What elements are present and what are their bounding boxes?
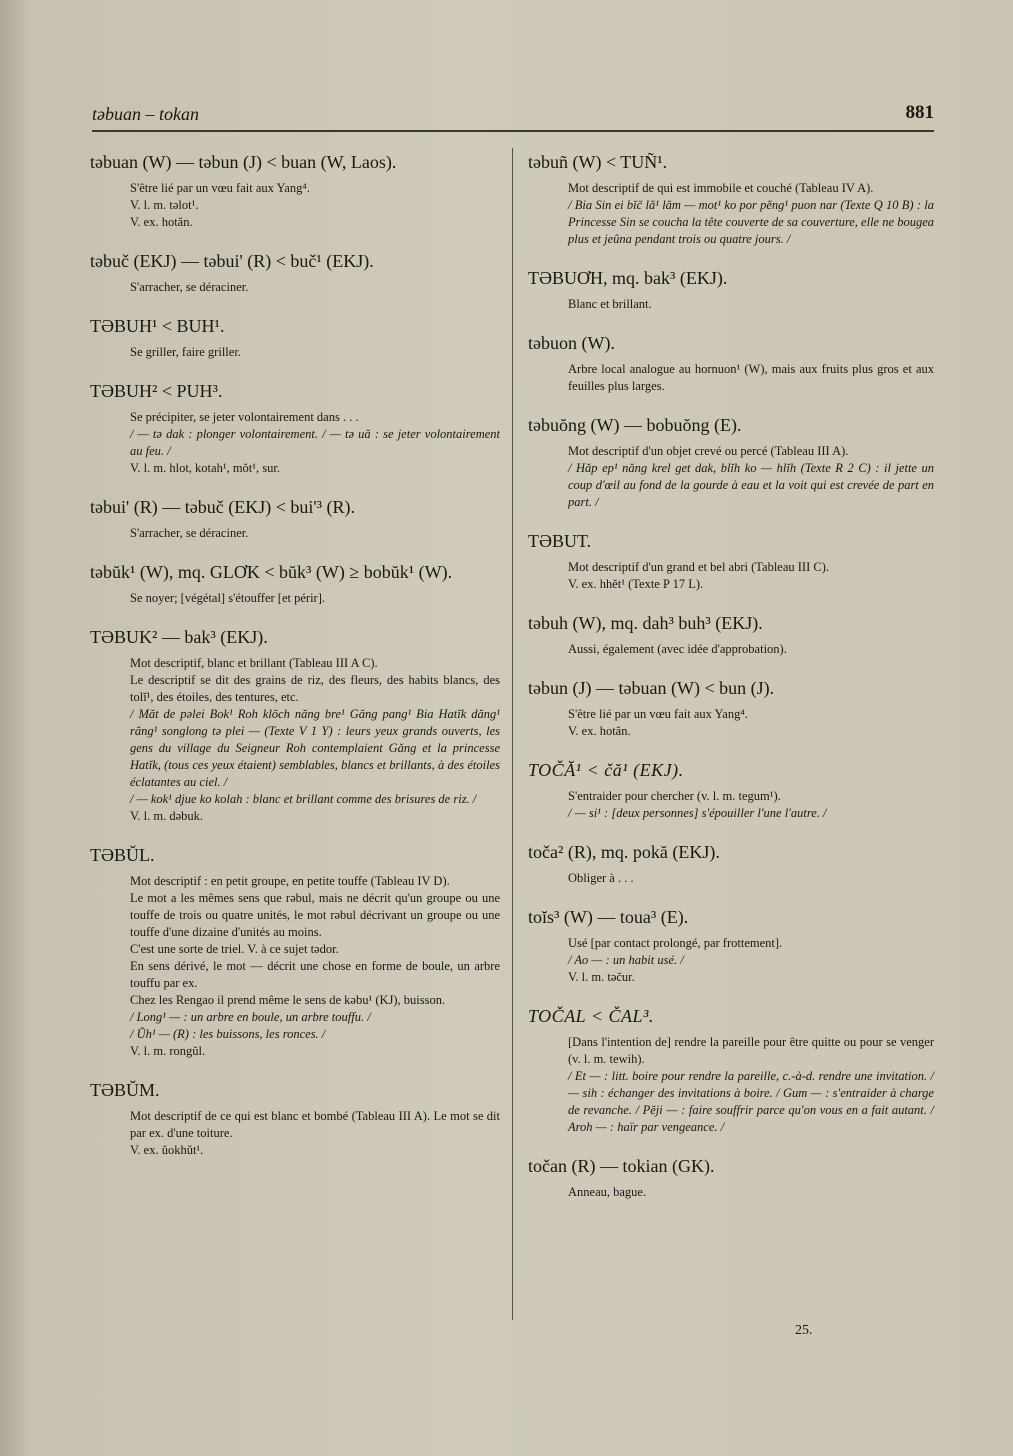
dictionary-entry xyxy=(90,249,500,296)
entry-definition xyxy=(130,873,500,1060)
entry-headword: TƏBUK² — bak³ (EKJ). xyxy=(90,627,268,647)
definition-line: Obliger à . . . xyxy=(568,871,634,885)
right-column xyxy=(528,150,934,1219)
definition-line: V. l. m. hlot, kotah¹, mŏt¹, sur. xyxy=(130,461,280,475)
dictionary-entry xyxy=(528,331,934,395)
dictionary-entry xyxy=(528,611,934,658)
definition-line: Mot descriptif, blanc et brillant (Tableau III A C). xyxy=(130,656,378,670)
definition-line: Se précipiter, se jeter volontairement dans . . . xyxy=(130,410,359,424)
entry-definition xyxy=(130,409,500,477)
entry-headword: TƏBŬL. xyxy=(90,845,155,865)
definition-line: Mot descriptif d'un grand et bel abri (Tableau III C). xyxy=(568,560,830,574)
dictionary-entry xyxy=(528,905,934,986)
definition-line: Arbre local analogue au hornuon¹ (W), mais aux fruits plus gros et aux feuilles plus larges. xyxy=(568,362,934,393)
dictionary-entry xyxy=(90,314,500,361)
dictionary-entry xyxy=(528,1154,934,1201)
definition-line: Mot descriptif d'un objet crevé ou percé (Tableau III A). xyxy=(568,444,849,458)
entry-headword: təbuan (W) — təbun (J) < buan (W, Laos). xyxy=(90,152,397,172)
definition-line: / Ŭh¹ — (R) : les buissons, les ronces. / xyxy=(130,1027,326,1041)
entry-headword: točan (R) — tokian (GK). xyxy=(528,1156,715,1176)
entry-definition xyxy=(568,641,934,658)
entry-headword: TƏBUT. xyxy=(528,531,592,551)
entry-definition xyxy=(568,443,934,511)
dictionary-entry xyxy=(90,379,500,477)
dictionary-entry xyxy=(528,266,934,313)
definition-line: Chez les Rengao il prend même le sens de kəbu¹ (KJ), buisson. xyxy=(130,993,446,1007)
entry-definition xyxy=(568,296,934,313)
dictionary-entry xyxy=(528,1004,934,1136)
entry-headword: toča² (R), mq. pokă (EKJ). xyxy=(528,842,720,862)
entry-definition xyxy=(130,655,500,825)
definition-line: V. ex. ŭokhŭt¹. xyxy=(130,1143,204,1157)
definition-line: S'entraider pour chercher (v. l. m. tegum¹). xyxy=(568,789,781,803)
page-number: 881 xyxy=(905,102,934,123)
running-header xyxy=(92,100,934,132)
dictionary-entry xyxy=(90,150,500,231)
entry-definition xyxy=(568,935,934,986)
signature-mark: 25. xyxy=(795,1323,813,1338)
entry-headword: təbuŏng (W) — bobuŏng (E). xyxy=(528,415,742,435)
definition-line: Blanc et brillant. xyxy=(568,297,652,311)
entry-headword: təbuh (W), mq. dah³ buh³ (EKJ). xyxy=(528,613,763,633)
entry-headword: təbun (J) — təbuan (W) < bun (J). xyxy=(528,678,775,698)
dictionary-entry xyxy=(90,560,500,607)
entry-definition xyxy=(568,1034,934,1136)
dictionary-entry xyxy=(90,495,500,542)
entry-definition xyxy=(130,590,500,607)
definition-line: Anneau, bague. xyxy=(568,1185,647,1199)
definition-line: V. ex. hotăn. xyxy=(130,215,193,229)
entry-headword: təbuñ (W) < TUÑ¹. xyxy=(528,152,668,172)
definition-line: V. l. m. rongŭl. xyxy=(130,1044,206,1058)
definition-line: S'arracher, se déraciner. xyxy=(130,526,249,540)
definition-line: Le mot a les mêmes sens que rəbul, mais ne décrit qu'un groupe ou une touffe de trois ou quatre unités, le mot rəbul décrivant un groupe ou une touffe d'une dizaine d'unités au moins. xyxy=(130,891,500,939)
definition-line: S'être lié par un vœu fait aux Yang⁴. xyxy=(568,707,748,721)
definition-line: / Long¹ — : un arbre en boule, un arbre touffu. / xyxy=(130,1010,371,1024)
dictionary-entry xyxy=(528,758,934,822)
entry-definition xyxy=(568,1184,934,1201)
dictionary-entry xyxy=(528,840,934,887)
entry-headword: TƏBUƠH, mq. bak³ (EKJ). xyxy=(528,268,728,288)
definition-line: / — kok¹ djue ko kolah : blanc et brillant comme des brisures de riz. / xyxy=(130,792,477,806)
definition-line: [Dans l'intention de] rendre la pareille pour être quitte ou pour se venger (v. l. m. tewih). xyxy=(568,1035,934,1066)
entry-headword: TOČĂ¹ < čă¹ (EKJ). xyxy=(528,760,684,780)
definition-line: Le descriptif se dit des grains de riz, des fleurs, des habits blancs, des tolĭ¹, des étoiles, des tentures, etc. xyxy=(130,673,500,704)
entry-definition xyxy=(130,525,500,542)
definition-line: Usé [par contact prolongé, par frottement]. xyxy=(568,936,783,950)
entry-definition xyxy=(568,361,934,395)
entry-headword: toĭs³ (W) — toua³ (E). xyxy=(528,907,689,927)
left-column xyxy=(90,150,500,1177)
dictionary-entry xyxy=(528,150,934,248)
definition-line: S'être lié par un vœu fait aux Yang⁴. xyxy=(130,181,310,195)
header-title: təbuan – tokan xyxy=(92,104,199,124)
definition-line: / Măt de pəlei Bok¹ Roh klŏch năng bre¹ Găng pang¹ Bia Hatĭk dăng¹ răng¹ songlong tə plei — (Texte V 1 Y) : leurs yeux grands ouverts, les gens du village du Seigneur Roh contemplaient Găng et la princesse Hatĭk, (tous ces yeux étaient) semblables, blancs et brillants, à des étoiles éclatantes au ciel. / xyxy=(130,707,500,789)
entry-definition xyxy=(568,870,934,887)
definition-line: V. l. m. dəbuk. xyxy=(130,809,204,823)
entry-headword: təbuč (EKJ) — təbui' (R) < buč¹ (EKJ). xyxy=(90,251,374,271)
dictionary-entry xyxy=(528,413,934,511)
definition-line: Se griller, faire griller. xyxy=(130,345,241,359)
definition-line: S'arracher, se déraciner. xyxy=(130,280,249,294)
entry-definition xyxy=(130,344,500,361)
definition-line: V. l. m. təlot¹. xyxy=(130,198,199,212)
dictionary-entry xyxy=(528,529,934,593)
entry-headword: təbuon (W). xyxy=(528,333,615,353)
entry-headword: təbŭk¹ (W), mq. GLƠK < bŭk³ (W) ≥ bobŭk¹ (W). xyxy=(90,562,453,582)
dictionary-entry xyxy=(90,625,500,825)
dictionary-entry xyxy=(528,676,934,740)
entry-headword: TƏBUH² < PUH³. xyxy=(90,381,223,401)
definition-line: V. ex. hhĕt¹ (Texte P 17 L). xyxy=(568,577,704,591)
entry-headword: təbui' (R) — təbuč (EKJ) < bui'³ (R). xyxy=(90,497,355,517)
definition-line: Se noyer; [végétal] s'étouffer [et périr]. xyxy=(130,591,325,605)
definition-line: Aussi, également (avec idée d'approbation). xyxy=(568,642,787,656)
entry-definition xyxy=(130,1108,500,1159)
definition-line: V. ex. hotăn. xyxy=(568,724,631,738)
entry-definition xyxy=(568,788,934,822)
entry-definition xyxy=(568,559,934,593)
definition-line: Mot descriptif de ce qui est blanc et bombé (Tableau III A). Le mot se dit par ex. d'une toiture. xyxy=(130,1109,500,1140)
dictionary-entry xyxy=(90,843,500,1060)
entry-definition xyxy=(130,180,500,231)
definition-line: C'est une sorte de triel. V. à ce sujet tədor. xyxy=(130,942,339,956)
entry-definition xyxy=(568,180,934,248)
definition-line: / — si¹ : [deux personnes] s'épouiller l'une l'autre. / xyxy=(568,806,827,820)
dictionary-entry xyxy=(90,1078,500,1159)
entry-headword: TƏBUH¹ < BUH¹. xyxy=(90,316,225,336)
column-divider xyxy=(512,148,513,1320)
definition-line: / Ao — : un habit usé. / xyxy=(568,953,684,967)
definition-line: / Bia Sin ei bĭč lă¹ lăm — mot¹ ko por pĕng¹ puon nar (Texte Q 10 B) : la Princesse Sin se coucha la tête couverte de sa couverture, elle ne bougea plus et jeûna pendant trois ou quatre jours. / xyxy=(568,198,934,246)
definition-line: Mot descriptif de qui est immobile et couché (Tableau IV A). xyxy=(568,181,874,195)
definition-line: / Et — : litt. boire pour rendre la pareille, c.-à-d. rendre une invitation. / — sih : échanger des invitations à boire. / Gum — : s'entraider à charge de revanche. / Pĕji — : faire souffrir parce qu'on vous en a fait autant. / Aroh — : haïr par vengeance. / xyxy=(568,1069,934,1134)
definition-line: / — tə dak : plonger volontairement. / — tə uă : se jeter volontairement au feu. / xyxy=(130,427,500,458)
entry-headword: TƏBŬM. xyxy=(90,1080,160,1100)
definition-line: En sens dérivé, le mot — décrit une chose en forme de boule, un arbre touffu par ex. xyxy=(130,959,500,990)
definition-line: V. l. m. təčur. xyxy=(568,970,635,984)
definition-line: Mot descriptif : en petit groupe, en petite touffe (Tableau IV D). xyxy=(130,874,450,888)
entry-definition xyxy=(568,706,934,740)
definition-line: / Hăp ep¹ năng krel get dak, blĭh ko — hlĭh (Texte R 2 C) : il jette un coup d'œil au fond de la gourde à eau et la voit qui est crevée de part en part. / xyxy=(568,461,934,509)
entry-headword: TOČAL < ČAL³. xyxy=(528,1006,654,1026)
entry-definition xyxy=(130,279,500,296)
